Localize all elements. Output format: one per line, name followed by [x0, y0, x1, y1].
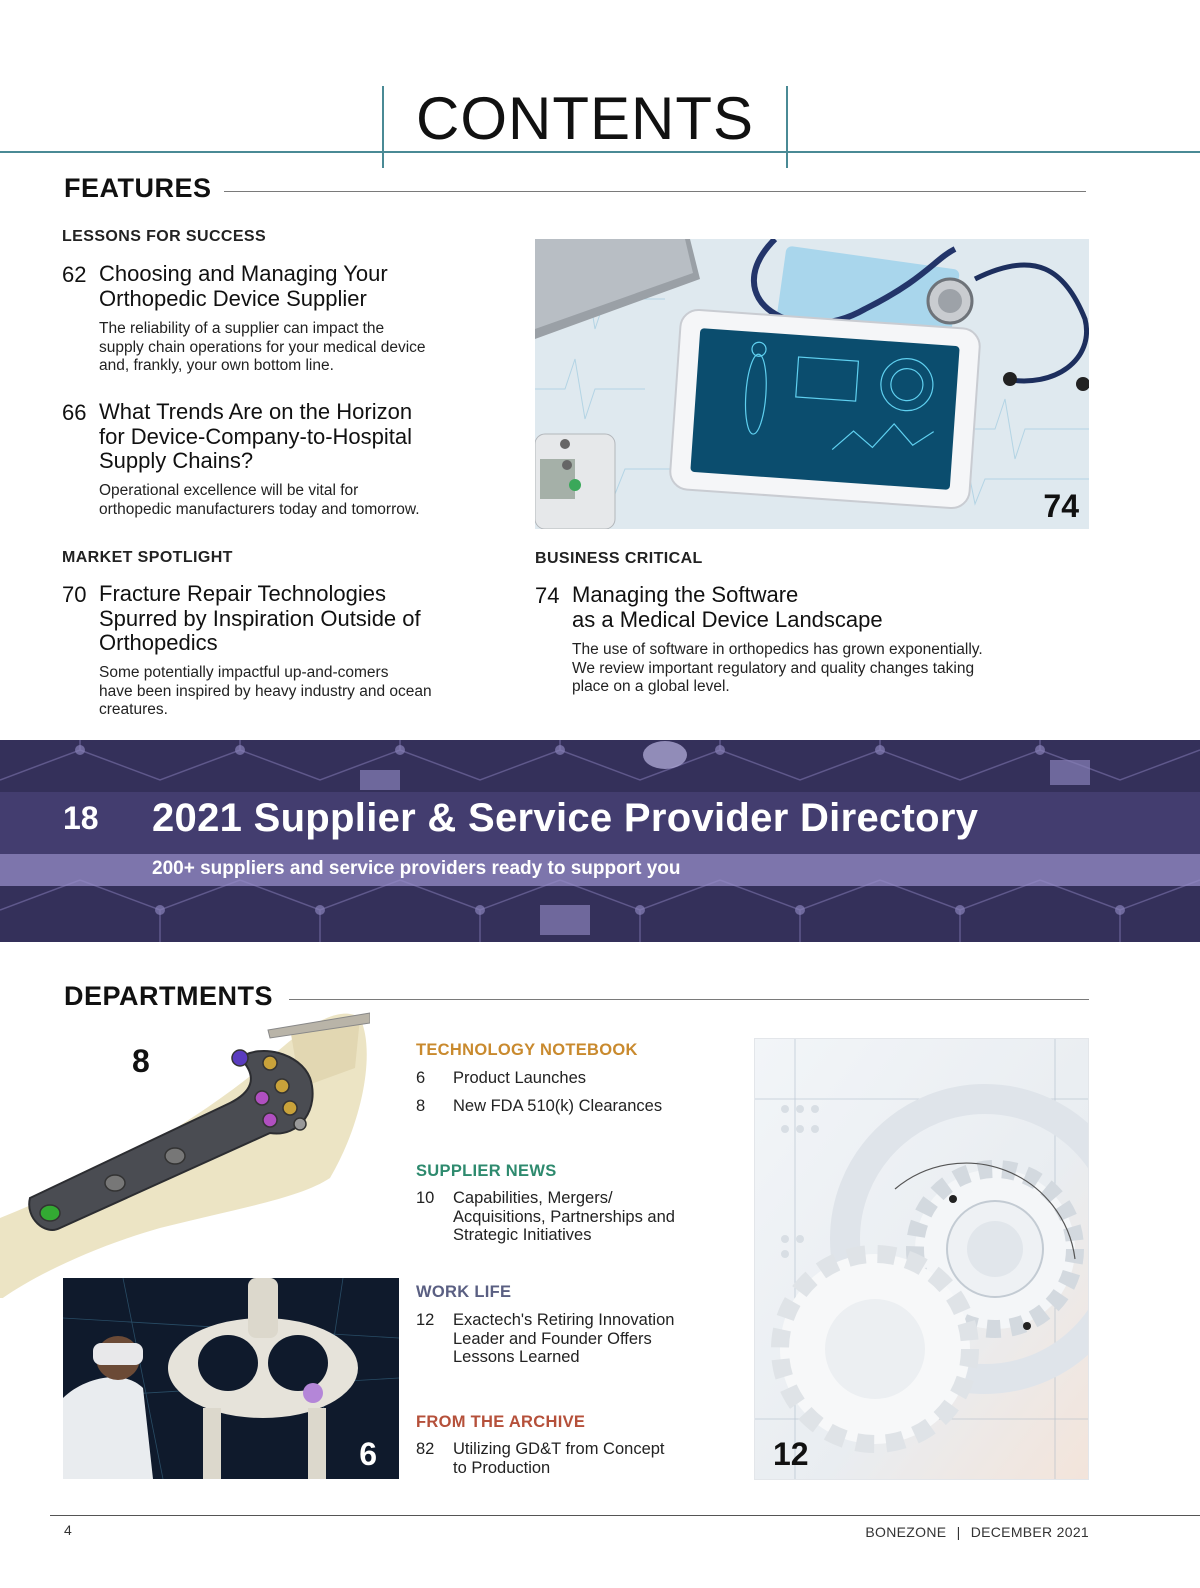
critical-kicker: BUSINESS CRITICAL: [535, 550, 703, 567]
dept-category-supplier-news: SUPPLIER NEWS: [416, 1162, 557, 1180]
departments-rule: [289, 999, 1089, 1000]
article-page-number: 74: [535, 583, 560, 608]
article-title-line: as a Medical Device Landscape: [572, 606, 883, 632]
dept-item-line: Utilizing GD&T from Concept: [453, 1440, 665, 1458]
dept-category-from-the-archive: FROM THE ARCHIVE: [416, 1413, 586, 1431]
article-title-line: Choosing and Managing Your: [99, 261, 388, 286]
dept-item-text: [453, 1440, 665, 1477]
vr-surgeon-image[interactable]: [63, 1278, 399, 1479]
article-title-line: Fracture Repair Technologies: [99, 581, 386, 606]
vr-surgeon-illustration: [63, 1278, 399, 1479]
features-heading: FEATURES: [64, 173, 212, 203]
article-title[interactable]: [99, 582, 519, 656]
article-desc-line: Operational excellence will be vital for: [99, 482, 359, 499]
dept-item-line: Leader and Founder Offers: [453, 1329, 652, 1348]
page-title: CONTENTS: [416, 85, 754, 152]
article-title[interactable]: [572, 583, 1092, 632]
article-desc-line: The reliability of a supplier can impact the: [99, 320, 385, 337]
dept-item-page: 8: [416, 1097, 426, 1115]
article-page-number: 70: [62, 582, 87, 607]
bone-plate-illustration: [0, 1008, 370, 1298]
spotlight-kicker: MARKET SPOTLIGHT: [62, 549, 233, 566]
dept-item-page: 82: [416, 1440, 435, 1458]
directory-banner[interactable]: [0, 740, 1200, 942]
article-desc-line: and, frankly, your own bottom line.: [99, 357, 334, 374]
footer-publication-info: [865, 1524, 1089, 1540]
banner-title[interactable]: 2021 Supplier & Service Provider Directory: [152, 796, 979, 840]
footer-page-number: 4: [64, 1522, 73, 1538]
image-page-number: 8: [132, 1043, 150, 1079]
banner-subtitle: 200+ suppliers and service providers ready to support you: [152, 858, 681, 879]
article-page-number: 66: [62, 400, 87, 425]
article-title-line: Managing the Software: [572, 582, 799, 607]
article-title-line: Spurred by Inspiration Outside of: [99, 605, 421, 631]
article-description: [99, 320, 519, 376]
dept-item-page: 12: [416, 1311, 435, 1329]
article-title[interactable]: [99, 262, 519, 311]
footer-publication: BONEZONE: [865, 1524, 947, 1540]
article-title-line: Orthopedics: [99, 630, 218, 655]
article-desc-line: creatures.: [99, 701, 168, 718]
article-desc-line: place on a global level.: [572, 678, 730, 695]
article-title-line: Supply Chains?: [99, 448, 254, 473]
image-page-number: 74: [1043, 488, 1079, 524]
article-desc-line: We review important regulatory and quality changes taking: [572, 659, 975, 677]
article-desc-line: Some potentially impactful up-and-comers: [99, 664, 389, 681]
article-desc-line: have been inspired by heavy industry and ocean: [99, 682, 432, 700]
lessons-kicker: LESSONS FOR SUCCESS: [62, 228, 267, 245]
bone-plate-image[interactable]: [0, 1008, 370, 1298]
dept-item-text: New FDA 510(k) Clearances: [453, 1097, 663, 1115]
article-title-line: Orthopedic Device Supplier: [99, 285, 367, 311]
dept-item-text: Product Launches: [453, 1069, 587, 1087]
article-description: [572, 641, 1092, 697]
banner-page-number: 18: [63, 800, 99, 836]
dept-item-text: [453, 1189, 675, 1245]
features-rule: [224, 191, 1086, 192]
dept-item-line: Acquisitions, Partnerships and: [453, 1207, 675, 1226]
image-page-number: 6: [359, 1436, 377, 1472]
dept-item-line: Lessons Learned: [453, 1348, 580, 1366]
dept-category-technology-notebook: TECHNOLOGY NOTEBOOK: [416, 1041, 638, 1059]
image-page-number: 12: [773, 1436, 809, 1472]
article-description: [99, 664, 519, 720]
dept-item-line: Capabilities, Mergers/: [453, 1189, 613, 1207]
dept-item-line: Strategic Initiatives: [453, 1226, 592, 1244]
footer-rule: [50, 1515, 1200, 1516]
article-title-line: What Trends Are on the Horizon: [99, 399, 413, 424]
article-desc-line: The use of software in orthopedics has grown exponentially.: [572, 641, 983, 658]
article-page-number: 62: [62, 262, 87, 287]
dept-item-line: to Production: [453, 1458, 551, 1477]
article-description: [99, 482, 519, 519]
departments-heading: DEPARTMENTS: [64, 981, 274, 1011]
article-desc-line: orthopedic manufacturers today and tomorrow.: [99, 500, 420, 518]
feature-image-tablet[interactable]: [535, 239, 1089, 529]
footer-issue: DECEMBER 2021: [970, 1524, 1089, 1540]
article-desc-line: supply chain operations for your medical device: [99, 338, 426, 356]
article-title-line: for Device-Company-to-Hospital: [99, 423, 412, 449]
gears-illustration: [755, 1039, 1089, 1480]
article-title[interactable]: [99, 400, 519, 474]
dept-item-page: 6: [416, 1069, 426, 1087]
dept-item-line: Exactech's Retiring Innovation: [453, 1311, 675, 1329]
footer-separator: |: [956, 1524, 961, 1540]
dept-item-page: 10: [416, 1189, 435, 1207]
dept-item-text: [453, 1311, 674, 1367]
gears-image[interactable]: [754, 1038, 1089, 1480]
dept-category-work-life: WORK LIFE: [416, 1283, 512, 1301]
tablet-stethoscope-illustration: [535, 239, 1089, 529]
